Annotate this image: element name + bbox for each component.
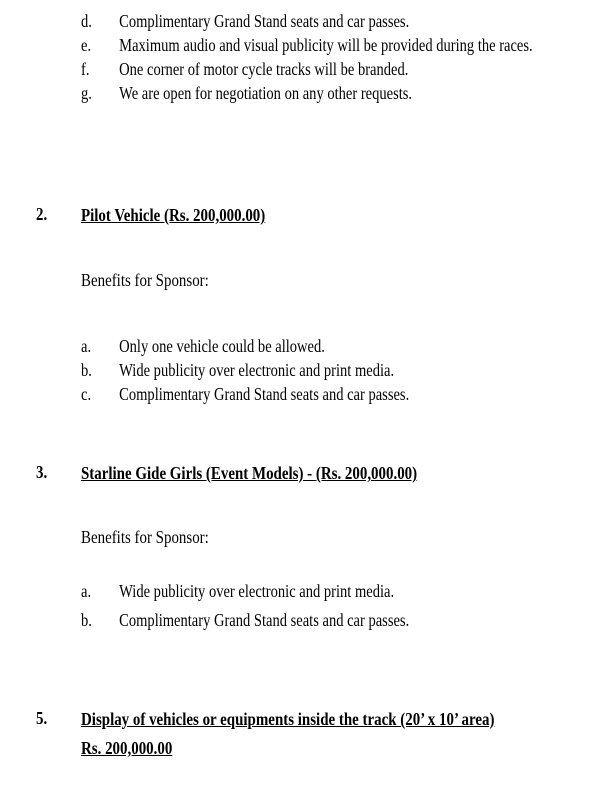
section-number: 2. (36, 204, 48, 224)
item-letter: g. (81, 83, 92, 103)
list-item (81, 359, 394, 381)
section-price: Rs. 200,000.00 (81, 738, 173, 758)
item-text: Only one vehicle could be allowed. (119, 336, 325, 356)
item-letter: b. (81, 360, 92, 380)
item-letter: e. (81, 35, 92, 55)
item-letter: b. (81, 610, 92, 630)
list-item (81, 335, 325, 357)
section-number: 3. (36, 462, 48, 482)
item-letter: a. (81, 581, 92, 601)
benefits-label: Benefits for Sponsor: (81, 270, 209, 290)
item-text: One corner of motor cycle tracks will be branded. (119, 59, 409, 79)
section-title: Display of vehicles or equipments inside the track (20’ x 10’ area) (81, 709, 495, 729)
list-item (81, 383, 409, 405)
item-letter: c. (81, 384, 92, 404)
section-title: Pilot Vehicle (Rs. 200,000.00) (81, 205, 266, 225)
item-letter: f. (81, 59, 90, 79)
list-item (81, 10, 409, 32)
list-item (81, 82, 412, 104)
item-text: Wide publicity over electronic and print media. (119, 581, 395, 601)
list-item (81, 580, 394, 602)
item-letter: a. (81, 336, 92, 356)
list-item (81, 58, 408, 80)
item-text: We are open for negotiation on any other requests. (119, 83, 413, 103)
section-title: Starline Gide Girls (Event Models) - (Rs. 200,000.00) (81, 463, 418, 483)
list-item (81, 609, 409, 631)
item-text: Complimentary Grand Stand seats and car passes. (119, 384, 410, 404)
section-number: 5. (36, 708, 48, 728)
item-text: Complimentary Grand Stand seats and car passes. (119, 11, 410, 31)
item-letter: d. (81, 11, 92, 31)
list-item (81, 34, 533, 56)
item-text: Maximum audio and visual publicity will be provided during the races. (119, 35, 533, 55)
benefits-label: Benefits for Sponsor: (81, 527, 209, 547)
item-text: Wide publicity over electronic and print media. (119, 360, 395, 380)
item-text: Complimentary Grand Stand seats and car passes. (119, 610, 410, 630)
